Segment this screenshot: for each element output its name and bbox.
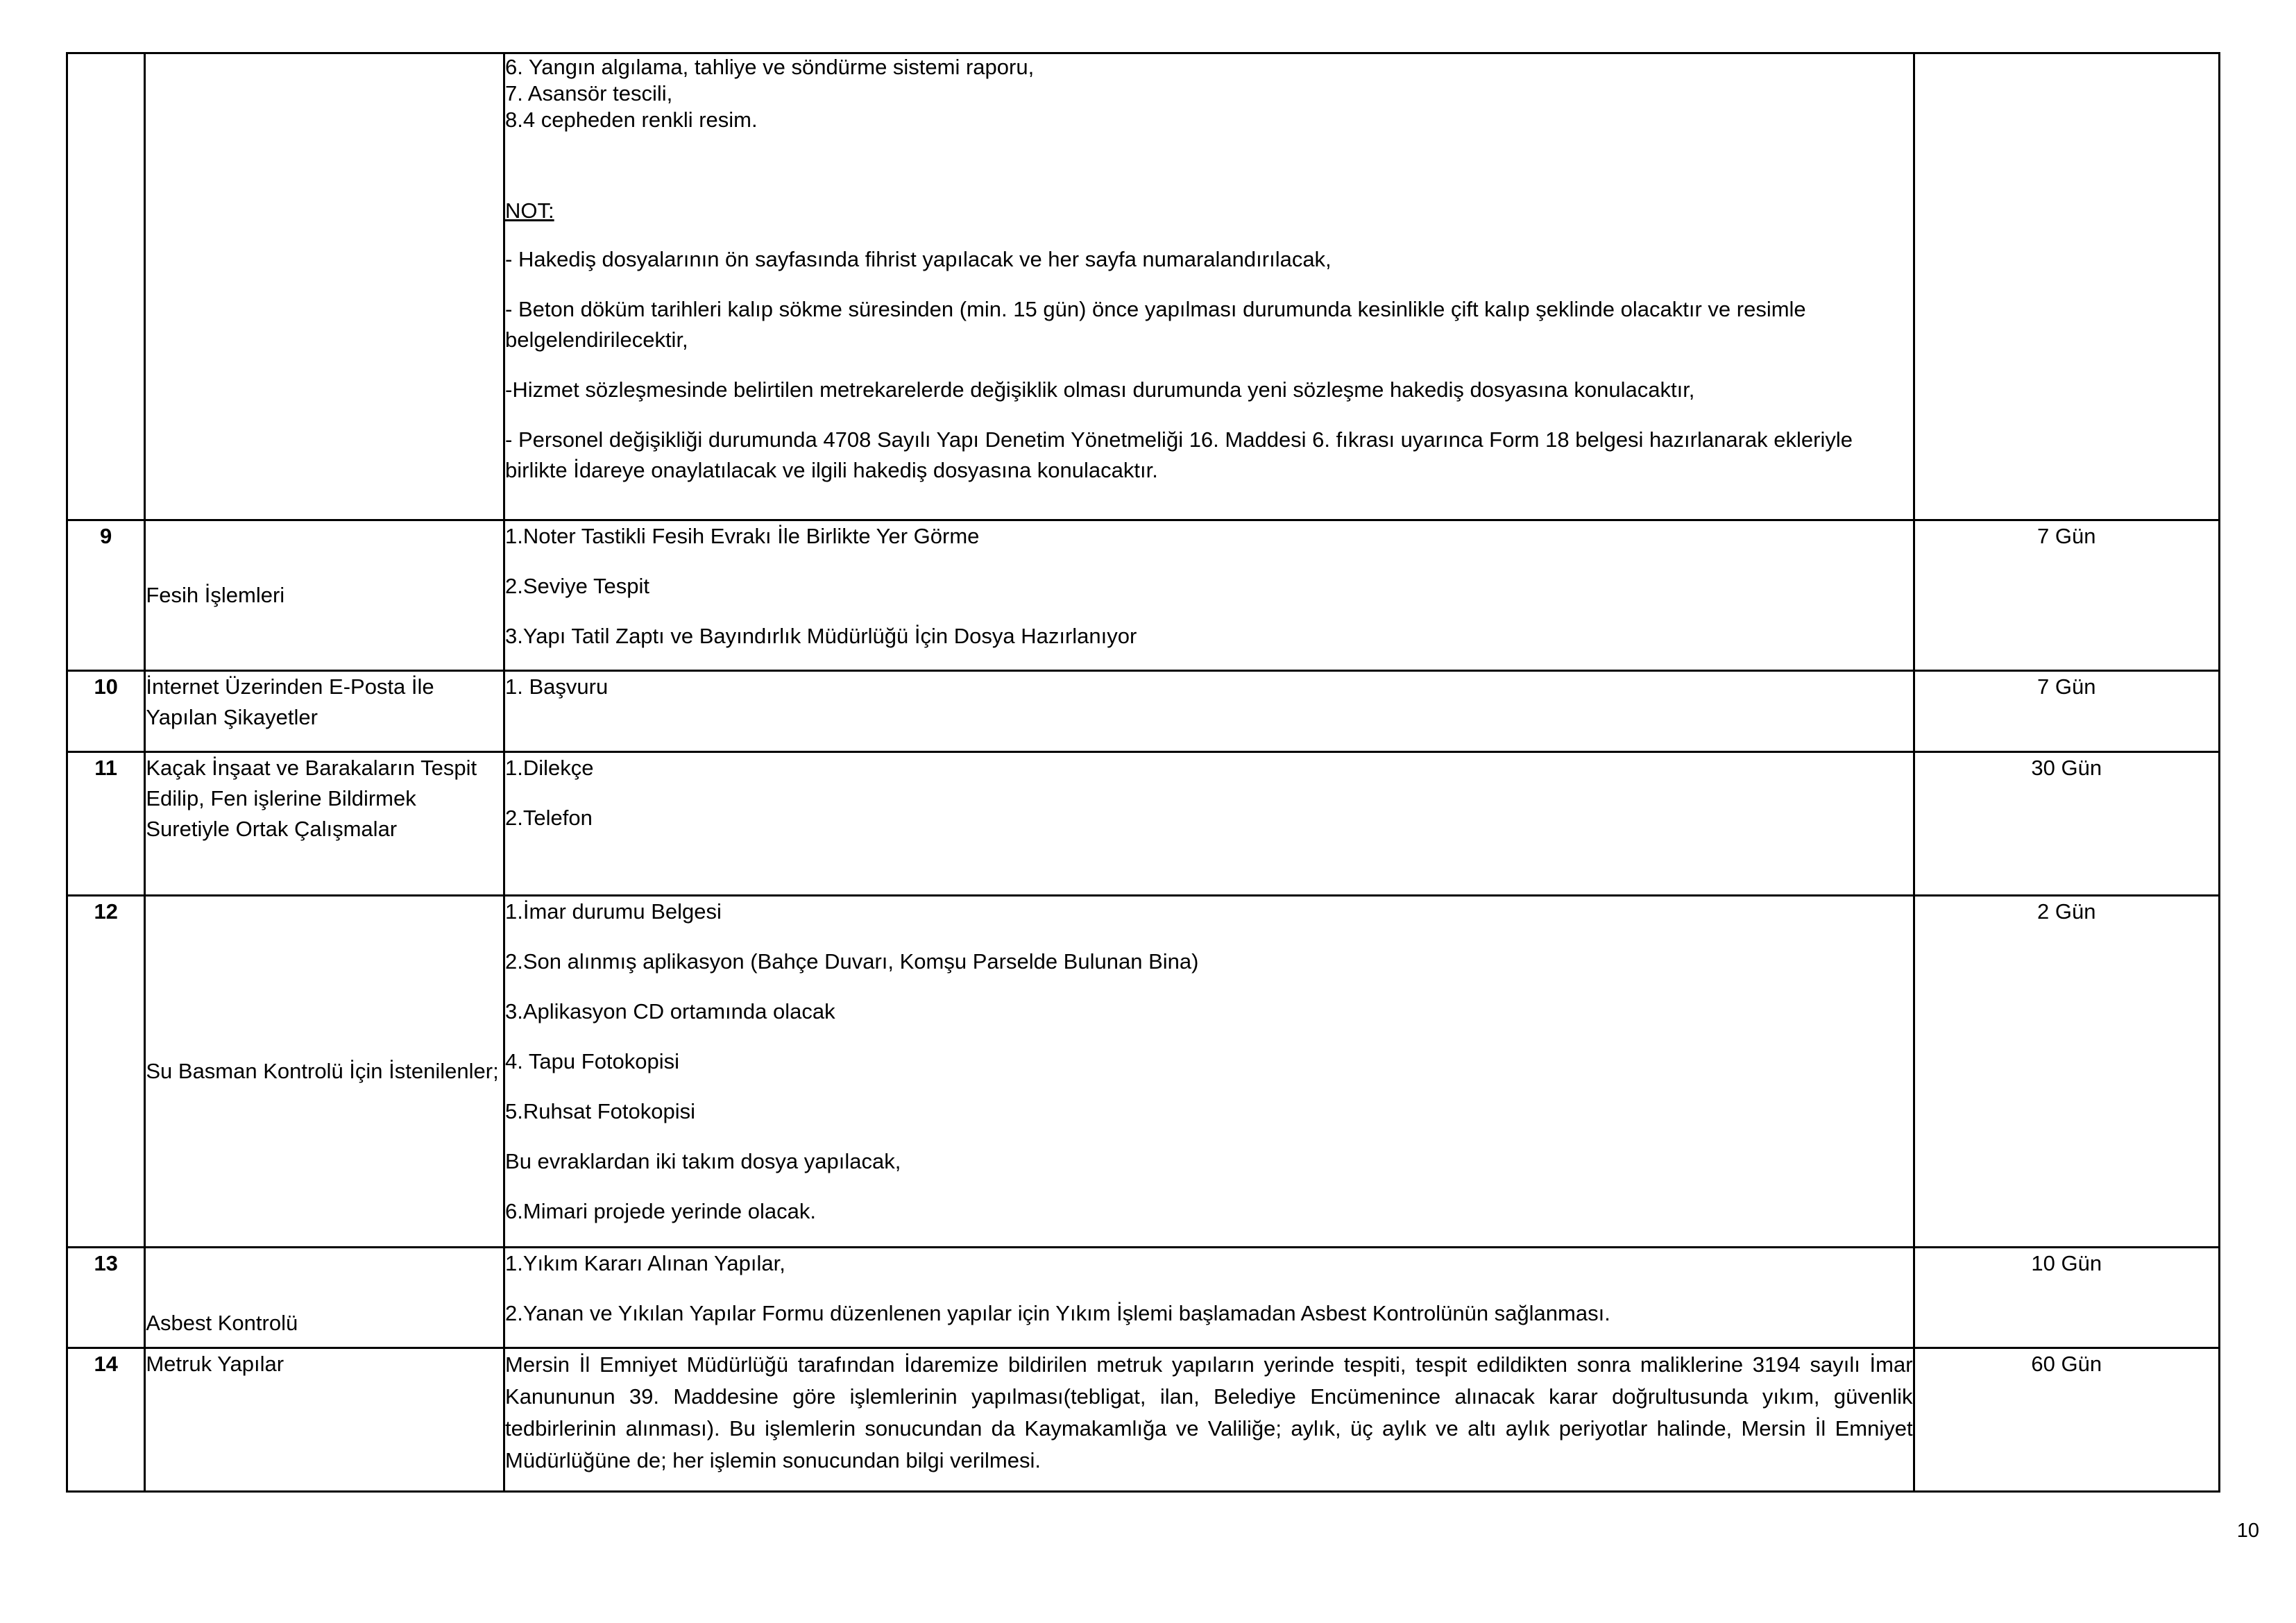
row-number: 14	[67, 1348, 145, 1492]
note-label: NOT:	[505, 198, 554, 223]
list-item: 1.İmar durumu Belgesi	[505, 899, 722, 924]
row-name: Fesih İşlemleri	[145, 520, 504, 671]
row-number: 12	[67, 896, 145, 1248]
row-duration: 7 Gün	[1914, 520, 2219, 671]
list-item: 1.Dilekçe	[505, 756, 594, 780]
row-content	[504, 1348, 1914, 1492]
list-item: 6.Mimari projede yerinde olacak.	[505, 1199, 817, 1223]
row-name: İnternet Üzerinden E-Posta İle Yapılan Şikayetler	[145, 671, 504, 752]
row-duration	[1914, 53, 2219, 520]
row-name	[145, 53, 504, 520]
row-number: 10	[67, 671, 145, 752]
row-name: Metruk Yapılar	[145, 1348, 504, 1492]
list-item: 2.Seviye Tespit	[505, 574, 649, 598]
row-duration: 60 Gün	[1914, 1348, 2219, 1492]
row-content	[504, 520, 1914, 671]
row-duration: 2 Gün	[1914, 896, 2219, 1248]
row-content	[504, 752, 1914, 896]
list-item: 2.Son alınmış aplikasyon (Bahçe Duvarı, Komşu Parselde Bulunan Bina)	[505, 949, 1199, 974]
table-row	[67, 671, 2220, 752]
row-content	[504, 1248, 1914, 1348]
row-name: Asbest Kontrolü	[145, 1248, 504, 1348]
row-duration: 30 Gün	[1914, 752, 2219, 896]
list-item: 3.Aplikasyon CD ortamında olacak	[505, 999, 835, 1023]
row-content	[504, 53, 1914, 520]
row-duration: 10 Gün	[1914, 1248, 2219, 1348]
row-number: 9	[67, 520, 145, 671]
list-item: Bu evraklardan iki takım dosya yapılacak,	[505, 1149, 901, 1173]
list-item: 3.Yapı Tatil Zaptı ve Bayındırlık Müdürlüğü İçin Dosya Hazırlanıyor	[505, 624, 1137, 648]
page-number: 10	[2236, 1520, 2259, 1542]
row-name: Kaçak İnşaat ve Barakaların Tespit Edilip, Fen işlerine Bildirmek Suretiyle Ortak Çalışmalar	[145, 752, 504, 896]
table-row	[67, 1348, 2220, 1492]
list-item: 7. Asansör tescili,	[505, 81, 673, 105]
row-number: 13	[67, 1248, 145, 1348]
list-item: 2.Telefon	[505, 806, 593, 830]
note-item: - Personel değişikliği durumunda 4708 Sayılı Yapı Denetim Yönetmeliği 16. Maddesi 6. fıkrası uyarınca Form 18 belgesi hazırlanarak ekleriyle birlikte İdareye onaylatılacak ve ilgili hakediş dosyasına konulacaktır.	[505, 427, 1853, 482]
list-item: 1.Yıkım Kararı Alınan Yapılar,	[505, 1251, 785, 1275]
row-number	[67, 53, 145, 520]
table-row	[67, 520, 2220, 671]
list-item: 2.Yanan ve Yıkılan Yapılar Formu düzenlenen yapılar için Yıkım İşlemi başlamadan Asbest Kontrolünün sağlanması.	[505, 1301, 1610, 1325]
note-item: - Hakediş dosyalarının ön sayfasında fihrist yapılacak ve her sayfa numaralandırılacak,	[505, 247, 1332, 271]
note-item: -Hizmet sözleşmesinde belirtilen metrekarelerde değişiklik olması durumunda yeni sözleşme hakediş dosyasına konulacaktır,	[505, 377, 1695, 402]
row-name: Su Basman Kontrolü İçin İstenilenler;	[145, 896, 504, 1248]
row-content	[504, 671, 1914, 752]
list-item: 5.Ruhsat Fotokopisi	[505, 1099, 695, 1123]
list-item: 8.4 cepheden renkli resim.	[505, 108, 758, 132]
list-item: 1.Noter Tastikli Fesih Evrakı İle Birlikte Yer Görme	[505, 524, 980, 548]
procedures-table	[66, 52, 2220, 1493]
row-duration: 7 Gün	[1914, 671, 2219, 752]
table-row	[67, 1248, 2220, 1348]
row-number: 11	[67, 752, 145, 896]
list-item: 6. Yangın algılama, tahliye ve söndürme sistemi raporu,	[505, 55, 1035, 79]
row-text: Mersin İl Emniyet Müdürlüğü tarafından İdaremize bildirilen metruk yapıların yerinde tespiti, tespit edildikten sonra maliklerine 3194 sayılı İmar Kanununun 39. Maddesine göre işlemlerinin yapılması(tebligat, ilan, Belediye Encümenince alınacak karar doğrultusunda yıkım, güvenlik tedbirlerinin alınması). Bu işlemlerin sonucundan da Kaymakamlığa ve Valiliğe; aylık, üç aylık ve altı aylık periyotlar halinde, Mersin İl Emniyet Müdürlüğüne de; her işlemin sonucundan bilgi verilmesi.	[505, 1352, 1913, 1472]
row-content	[504, 896, 1914, 1248]
list-item: 1. Başvuru	[505, 674, 609, 699]
table-row	[67, 752, 2220, 896]
table-row	[67, 896, 2220, 1248]
list-item: 4. Tapu Fotokopisi	[505, 1049, 680, 1073]
note-item: - Beton döküm tarihleri kalıp sökme süresinden (min. 15 gün) önce yapılması durumunda kesinlikle çift kalıp şeklinde olacaktır ve resimle belgelendirilecektir,	[505, 297, 1806, 352]
table-row-continuation	[67, 53, 2220, 520]
